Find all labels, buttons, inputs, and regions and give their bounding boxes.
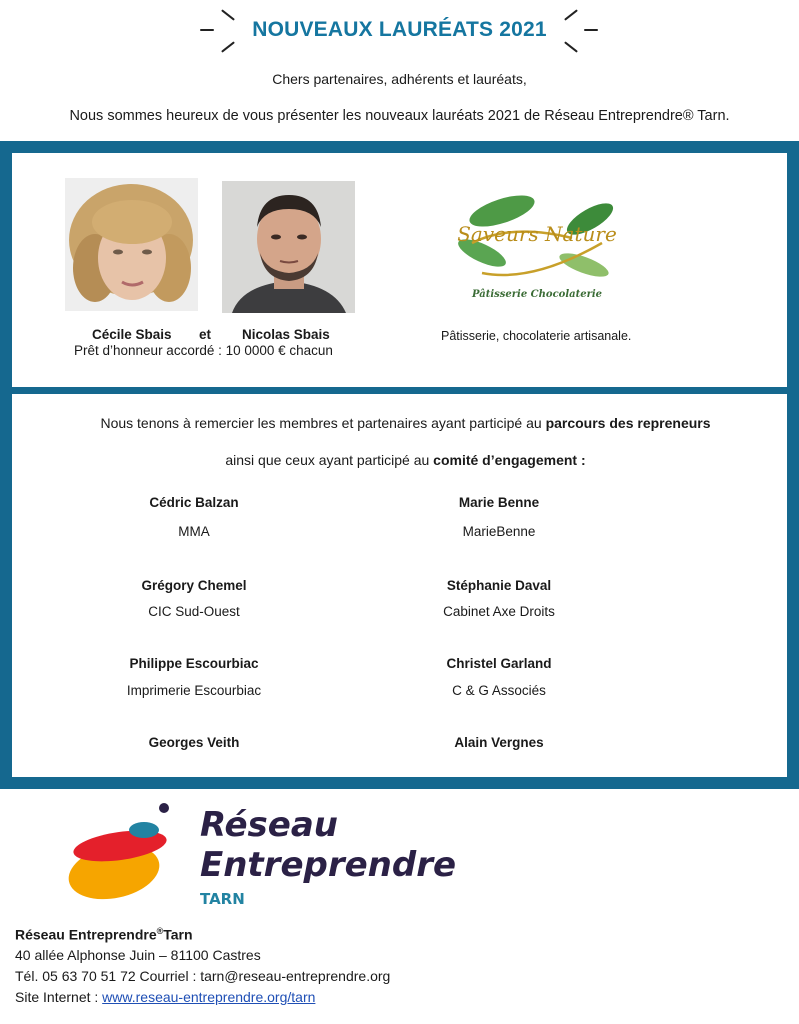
brand-line-2: Entreprendre <box>200 845 457 885</box>
laureate-name-2: Nicolas Sbais <box>242 327 330 342</box>
laureate-connector: et <box>199 327 212 342</box>
brand-line-1: Réseau <box>200 805 338 845</box>
member-name: Christel Garland <box>446 656 552 671</box>
laureate-name-1: Cécile Sbais <box>92 327 172 342</box>
thanks-panel <box>12 394 787 777</box>
member-name: Philippe Escourbiac <box>129 656 259 671</box>
member-org: Cabinet Axe Droits <box>443 604 555 619</box>
logo-teal-shape-icon <box>129 822 159 838</box>
member-org: Imprimerie Escourbiac <box>126 683 262 698</box>
saveurs-nature-wordmark: Saveurs Nature <box>457 222 617 246</box>
member-name: Grégory Chemel <box>141 578 247 593</box>
title-banner <box>0 0 799 60</box>
portrait-photo-cecile <box>65 178 198 311</box>
site-link[interactable]: www.reseau-entreprendre.org/tarn <box>102 989 316 1005</box>
intro-text: Nous sommes heureux de vous présenter les nouveaux lauréats 2021 de Réseau Entreprendre® Tarn. <box>69 108 730 124</box>
laureates-frame <box>0 141 799 789</box>
thanks-line-2: ainsi que ceux ayant participé au comité d’engagement : <box>225 452 586 468</box>
footer-org-name: Réseau Entreprendre®Tarn <box>15 926 193 943</box>
brand-region: TARN <box>200 890 245 908</box>
member-name: Cédric Balzan <box>149 495 239 510</box>
member-name: Georges Veith <box>148 735 240 750</box>
decor-ray-icon <box>221 41 235 52</box>
member-org: MarieBenne <box>462 524 536 539</box>
page-title: NOUVEAUX LAURÉATS 2021 <box>252 18 547 41</box>
saveurs-nature-tagline: Pâtisserie Chocolaterie <box>471 289 603 300</box>
portrait-photo-nicolas <box>222 181 355 313</box>
member-org: MMA <box>178 524 210 539</box>
member-name: Marie Benne <box>458 495 540 510</box>
thanks-line-1: Nous tenons à remercier les membres et partenaires ayant participé au parcours des repreneurs <box>100 415 711 431</box>
site-label: Site Internet : <box>15 989 103 1005</box>
member-org: CIC Sud-Ouest <box>148 604 240 619</box>
footer-address: 40 allée Alphonse Juin – 81100 Castres <box>15 947 261 963</box>
logo-dot-icon <box>159 803 169 813</box>
footer-site <box>15 989 315 1005</box>
footer-contact: Tél. 05 63 70 51 72 Courriel : tarn@reseau-entreprendre.org <box>15 968 391 984</box>
member-name: Alain Vergnes <box>454 735 544 750</box>
reseau-entreprendre-logo <box>40 800 480 910</box>
loan-amount: Prêt d’honneur accordé : 10 0000 € chacun <box>74 343 333 358</box>
company-description: Pâtisserie, chocolaterie artisanale. <box>441 329 632 343</box>
greeting: Chers partenaires, adhérents et lauréats, <box>272 71 527 87</box>
laureates-panel <box>12 153 787 387</box>
member-name: Stéphanie Daval <box>446 578 552 593</box>
decor-ray-icon <box>564 41 578 52</box>
member-org: C & G Associés <box>452 683 546 698</box>
saveurs-nature-logo <box>452 183 622 313</box>
